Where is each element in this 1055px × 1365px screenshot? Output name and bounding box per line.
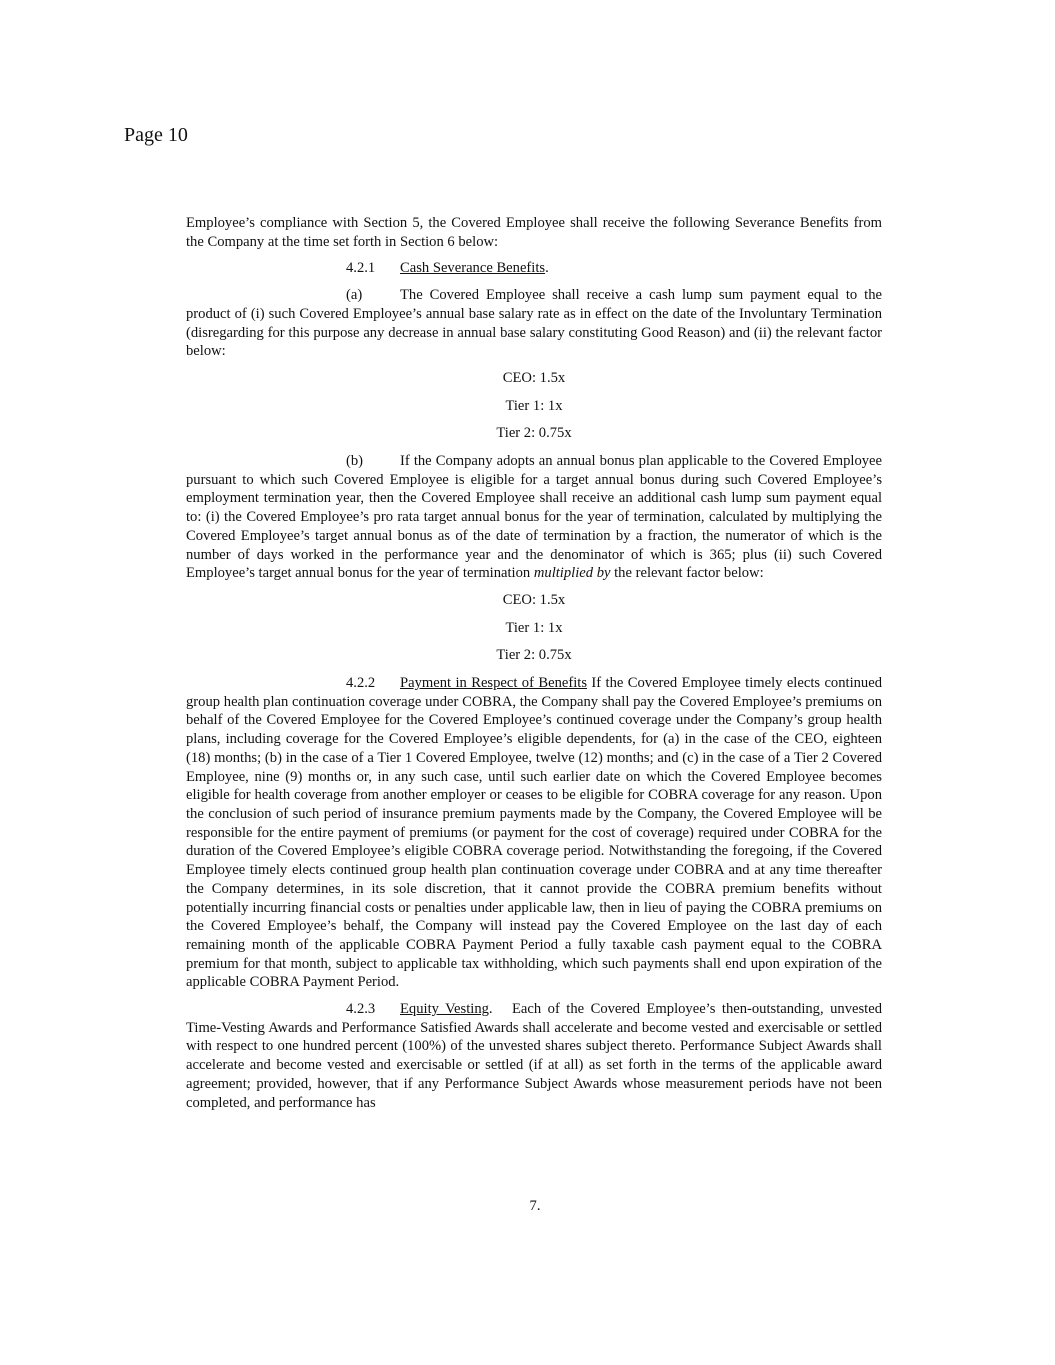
section-4-2-3-paragraph: 4.2.3 Equity Vesting. Each of the Covered Employee’s then-outstanding, unvested Time-Vesting Awards and Performance Satisfied Awards shall accelerate and become vested and exercisable or settled with respect to one hundred percent (100%) of the unvested shares subject thereto. Performance Subject Awards shall accelerate and become vested and exercisable or settled (if at all) as set forth in the terms of the applicable award agreement; provided, however, that if any Performance Subject Awards whose measurement periods have not been completed, and performance has bbox=[186, 1001, 882, 1111]
page-number: 7. bbox=[529, 1198, 541, 1214]
section-title: Equity Vesting bbox=[400, 1001, 489, 1018]
factor-item: Tier 1: 1x bbox=[505, 397, 563, 414]
factor-item: Tier 2: 0.75x bbox=[496, 647, 572, 664]
item-label: (b) bbox=[346, 453, 364, 470]
factor-item: CEO: 1.5x bbox=[502, 591, 566, 608]
section-number: 4.2.2 bbox=[346, 675, 376, 692]
factor-item: CEO: 1.5x bbox=[502, 369, 566, 386]
section-4-2-1-heading: 4.2.1 Cash Severance Benefits. bbox=[346, 260, 549, 277]
item-b-paragraph: (b) If the Company adopts an annual bonus plan applicable to the Covered Employee pursuant to which such Covered Employee is eligible for a target annual bonus during such Covered Employee’s employment termination year, then the Covered Employee shall receive an additional cash lump sum payment equal to: (i) the Covered Employee’s pro rata target annual bonus for the year of termination, calculated by multiplying the Covered Employee’s target annual bonus as of the date of termination by a fraction, the numerator of which is the number of days worked in the performance year and the denominator of which is 365; plus (ii) such Covered Employee’s target annual bonus for the year of termination multiplied by the relevant factor below: bbox=[186, 453, 882, 582]
factor-list-b bbox=[186, 591, 882, 665]
factor-list-a bbox=[186, 369, 882, 443]
item-a-paragraph bbox=[186, 286, 882, 361]
section-text: If the Covered Employee timely elects continued group health plan continuation coverage under COBRA, the Company shall pay the Covered Employee’s premiums on behalf of the Covered Employee for the Covered Employee’s continued coverage under the Company’s group health plans, including coverage for the Covered Employee’s eligible dependents, for (a) in the case of the CEO, eighteen (18) months; (b) in the case of a Tier 1 Covered Employee, twelve (12) months; and (c) in the case of a Tier 2 Covered Employee, nine (9) months or, in any such case, until such earlier date on which the Covered Employee becomes eligible for health coverage from another employer or ceases to be eligible for COBRA coverage for any reason. Upon the conclusion of such period of insurance premium payments made by the Company, the Covered Employee will be responsible for the entire payment of premiums (or payment for the cost of coverage) required under COBRA for the duration of the Covered Employee’s eligible COBRA coverage period. Notwithstanding the foregoing, if the Covered Employee timely elects continued group health plan continuation coverage under COBRA and at any time thereafter the Company determines, in its sole discretion, that it cannot provide the COBRA premium benefits without potentially incurring financial costs or penalties under applicable law, then in lieu of paying the COBRA premiums on the Covered Employee’s behalf, the Company will instead pay the Covered Employee on the last day of each remaining month of the applicable COBRA Payment Period a fully taxable cash payment equal to the COBRA premium for that month, subject to applicable tax withholding, which such payments shall end upon expiration of the applicable COBRA Payment Period. bbox=[186, 675, 882, 991]
intro-paragraph: Employee’s compliance with Section 5, the Covered Employee shall receive the following Severance Benefits from the Company at the time set forth in Section 6 below: bbox=[186, 215, 882, 250]
factor-item: Tier 2: 0.75x bbox=[496, 425, 572, 442]
section-4-2-2-paragraph bbox=[186, 674, 882, 992]
page-header: Page 10 bbox=[124, 124, 188, 146]
document-body bbox=[186, 214, 882, 1112]
section-title: Payment in Respect of Benefits bbox=[400, 675, 587, 692]
section-number: 4.2.1 bbox=[346, 260, 376, 277]
section-number: 4.2.3 bbox=[346, 1001, 376, 1018]
section-text: Each of the Covered Employee’s then-outstanding, unvested Time-Vesting Awards and Performance Satisfied Awards shall accelerate and become vested and exercisable or settled with respect to one hundred percent (100%) of the unvested shares subject thereto. Performance Subject Awards shall accelerate and become vested and exercisable or settled (if at all) as set forth in the terms of the applicable award agreement; provided, however, that if any Performance Subject Awards whose measurement periods have not been completed, and performance has bbox=[186, 1001, 882, 1111]
item-label: (a) bbox=[346, 287, 363, 304]
italic-phrase: multiplied by bbox=[533, 565, 611, 582]
item-text: The Covered Employee shall receive a cash lump sum payment equal to the product of (i) such Covered Employee’s annual base salary rate as in effect on the date of the Involuntary Termination (disregarding for this purpose any decrease in annual base salary constituting Good Reason) and (ii) the relevant factor below: bbox=[186, 287, 882, 360]
section-title: Cash Severance Benefits bbox=[400, 260, 546, 277]
factor-item: Tier 1: 1x bbox=[505, 619, 563, 636]
